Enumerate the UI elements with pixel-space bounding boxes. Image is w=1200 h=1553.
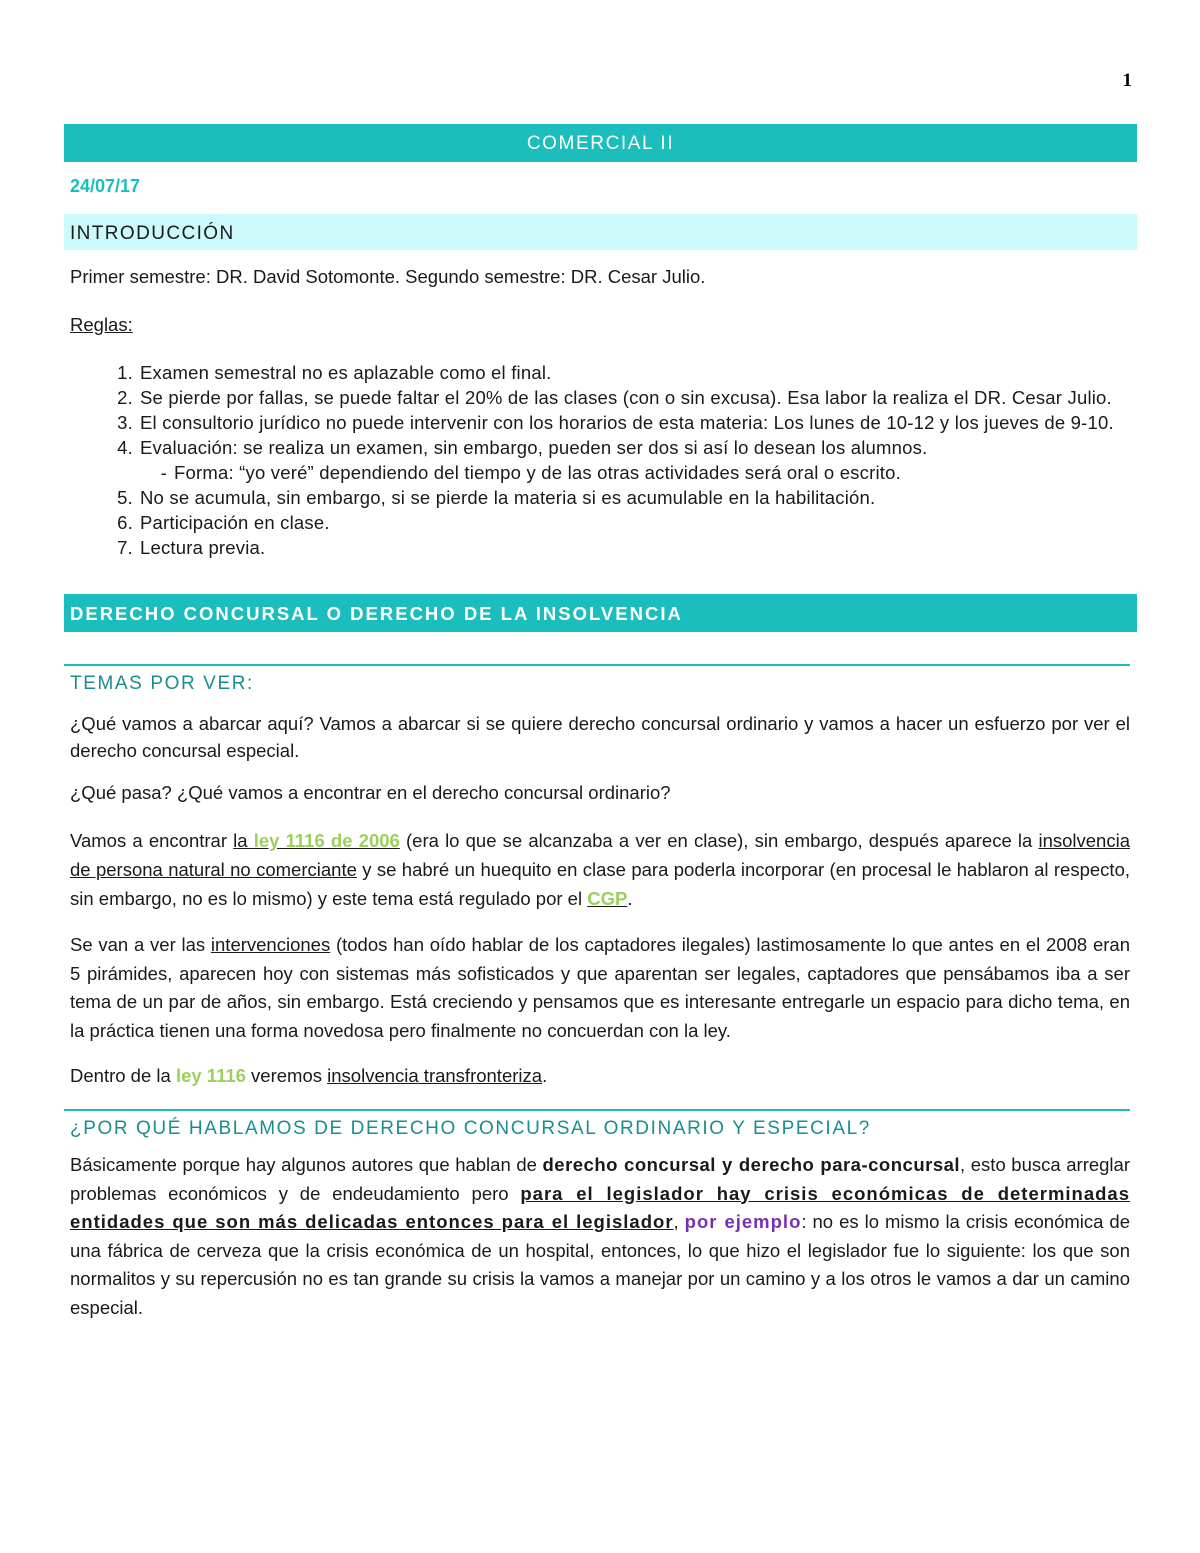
list-subitem: - Forma: “yo veré” dependiendo del tiempo y de las otras actividades será oral o escrito. (160, 462, 901, 483)
paragraph: Se van a ver las intervenciones (todos han oído hablar de los captadores ilegales) lastimosamente lo que antes en el 2008 eran 5 pirámides, aparecen hoy con sistemas más sofisticados y que aparentan ser legales, captadores que pensábamos iba a ser tema de un par de años, sin embargo. Está creciendo y pensamos que es interesante entregarle un espacio para dicho tema, en la práctica tienen una forma novedosa pero finalmente no concuerdan con la ley. (70, 934, 1130, 1041)
divider (64, 664, 1130, 666)
section-heading-introduccion: INTRODUCCIÓN (64, 214, 1137, 250)
class-date: 24/07/17 (70, 176, 141, 196)
paragraph: Básicamente porque hay algunos autores que hablan de derecho concursal y derecho para-concursal, esto busca arreglar problemas económicos y de endeudamiento pero para el legislador hay crisis económicas de determinadas entidades que son más delicadas entonces para el legislador, por ejemplo: no es lo mismo la crisis económica de una fábrica de cerveza que la crisis económica de un hospital, entonces, lo que hizo el legislador fue lo siguiente: los que son normalitos y su repercusión no es tan grande su crisis la vamos a manejar por un camino y a los otros le vamos a dar un camino especial. (70, 1154, 1130, 1318)
section-heading-derecho-concursal: DERECHO CONCURSAL O DERECHO DE LA INSOLVENCIA (64, 594, 1137, 632)
list-item: 7. Lectura previa. (117, 537, 266, 558)
list-item: 6. Participación en clase. (117, 512, 330, 533)
document-title: COMERCIAL II (64, 124, 1137, 162)
teachers-line: Primer semestre: DR. David Sotomonte. Segundo semestre: DR. Cesar Julio. (70, 266, 706, 287)
paragraph: Vamos a encontrar la ley 1116 de 2006 (era lo que se alcanzaba a ver en clase), sin embargo, después aparece la insolvencia de persona natural no comerciante y se habré un huequito en clase para poderla incorporar (en procesal le hablaron al respecto, sin embargo, no es lo mismo) y este tema está regulado por el CGP. (70, 830, 1130, 909)
paragraph: Dentro de la ley 1116 veremos insolvencia transfronteriza. (70, 1065, 548, 1086)
law-reference: ley 1116 de 2006 (253, 830, 400, 851)
list-item: 2. Se pierde por fallas, se puede faltar el 20% de las clases (con o sin excusa). Esa labor la realiza el DR. Cesar Julio. (117, 387, 1112, 408)
list-item: 5. No se acumula, sin embargo, si se pierde la materia si es acumulable en la habilitación. (117, 487, 876, 508)
document-body (64, 124, 1137, 1322)
cgp-reference: CGP (587, 888, 628, 909)
law-reference: ley 1116 (175, 1065, 246, 1086)
page-number: 1 (1122, 70, 1132, 91)
list-item: 3. El consultorio jurídico no puede intervenir con los horarios de esta materia: Los lunes de 10-12 y los jueves de 9-10. (117, 412, 1114, 433)
subheading-por-que: ¿POR QUÉ HABLAMOS DE DERECHO CONCURSAL ORDINARIO Y ESPECIAL? (70, 1118, 871, 1139)
list-item: 4. Evaluación: se realiza un examen, sin embargo, pueden ser dos si así lo desean los alumnos. (117, 437, 928, 458)
paragraph: ¿Qué pasa? ¿Qué vamos a encontrar en el derecho concursal ordinario? (70, 782, 671, 803)
paragraph: ¿Qué vamos a abarcar aquí? Vamos a abarcar si se quiere derecho concursal ordinario y vamos a hacer un esfuerzo por ver el derecho concursal especial. (70, 713, 1130, 761)
list-item: 1. Examen semestral no es aplazable como el final. (117, 362, 552, 383)
divider (64, 1109, 1130, 1111)
subheading-temas-por-ver: TEMAS POR VER: (70, 673, 254, 694)
rules-list (64, 360, 1137, 560)
rules-label: Reglas: (70, 314, 133, 335)
